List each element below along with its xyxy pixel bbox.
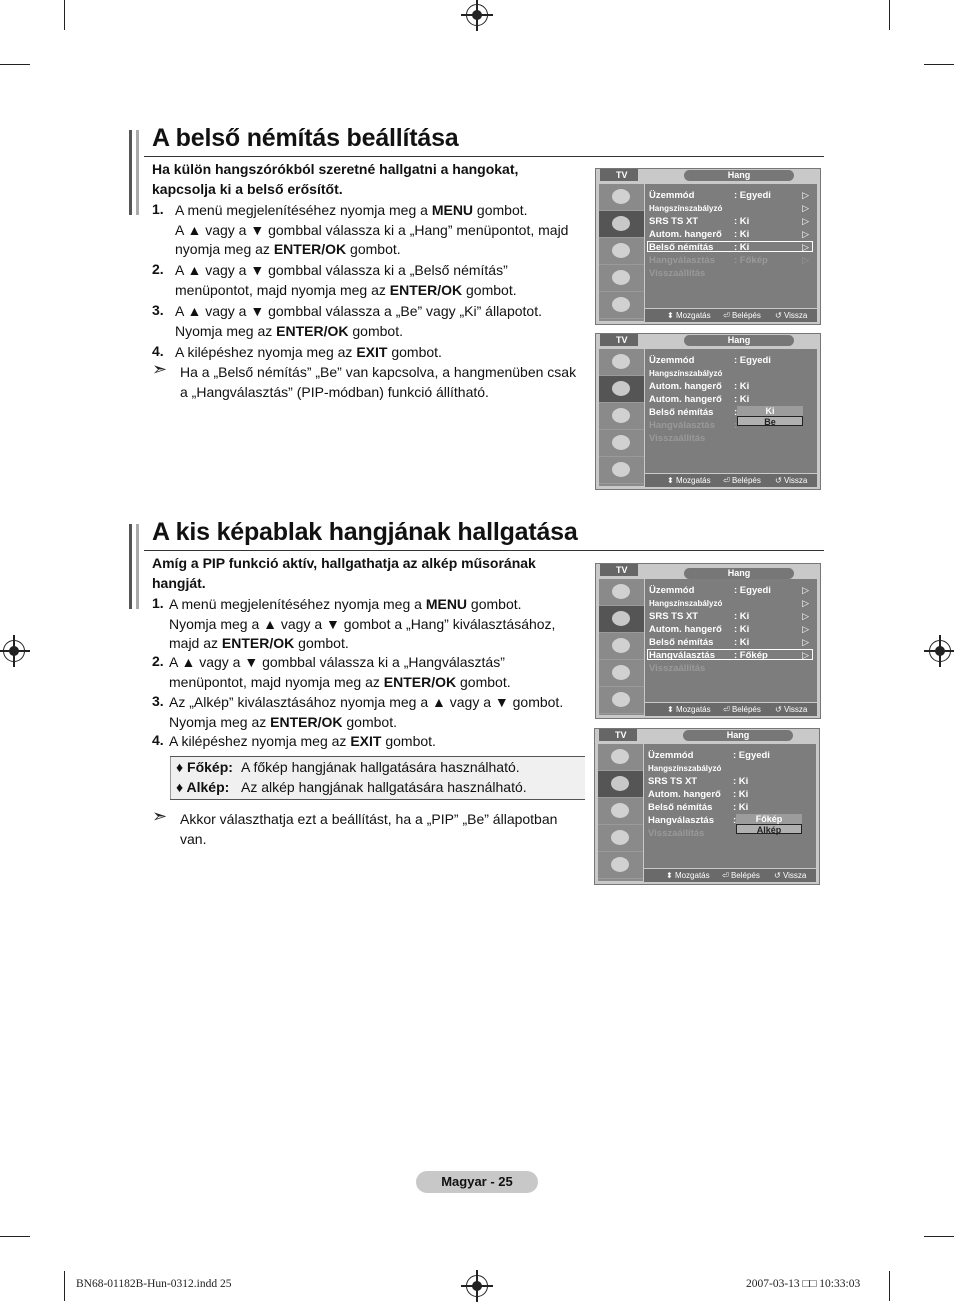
step-text: A menü megjelenítéséhez nyomja meg a MENU gombot. Nyomja meg a ▲ vagy a ▼ gombot a „Hang” kiválasztásához, majd az ENTER/OK gombot. xyxy=(169,596,556,651)
menu-panel xyxy=(645,184,817,308)
step-number: 4. xyxy=(152,343,164,359)
menu-item-label: Hangválasztás xyxy=(649,255,716,266)
registration-mark-icon xyxy=(929,640,951,662)
registration-mark-icon xyxy=(466,1275,488,1297)
menu-item-label: Üzemmód xyxy=(649,190,695,201)
tv-label: TV xyxy=(600,564,638,576)
menu-item-value: : Ki xyxy=(734,394,750,405)
note-text: Akkor választhatja ezt a beállítást, ha a „PIP” „Be” állapotban van. xyxy=(180,811,558,847)
menu-footer: ⬍ Mozgatás ⏎ Belépés ↺ Vissza xyxy=(644,869,816,882)
option-fokep[interactable]: Főkép xyxy=(736,814,802,824)
submenu-arrow-icon: ▷ xyxy=(802,203,809,213)
menu-item-value: : Ki xyxy=(734,381,750,392)
sound-icon xyxy=(598,771,643,798)
menu-footer: ⬍ Mozgatás ⏎ Belépés ↺ Vissza xyxy=(645,309,817,322)
step-text: A ▲ vagy a ▼ gombbal válassza ki a „Hangválasztás” menüpontot, majd nyomja meg az ENTER/OK gombot. xyxy=(169,654,511,690)
menu-item-label: Autom. hangerő xyxy=(648,789,721,800)
table-desc: Az alkép hangjának hallgatására használható. xyxy=(241,779,527,795)
menu-item-value: : xyxy=(733,815,737,826)
menu-item-value: : Ki xyxy=(734,229,750,240)
menu-item-label: SRS TS XT xyxy=(649,216,699,227)
section-bar xyxy=(129,130,132,215)
section-intro: Amíg a PIP funkció aktív, hallgathatja az alkép műsorának hangját. xyxy=(152,555,536,591)
option-be[interactable]: Be xyxy=(737,416,803,426)
menu-item-value: : Egyedi xyxy=(734,190,771,201)
setup-icon xyxy=(599,265,644,292)
menu-panel xyxy=(644,744,816,868)
menu-item-label: Belső némítás xyxy=(649,407,714,418)
note-arrow-icon: ➣ xyxy=(152,806,168,826)
print-date: 2007-03-13 □□ 10:33:03 xyxy=(746,1278,861,1290)
menu-item-label: Üzemmód xyxy=(648,750,694,761)
option-ki[interactable]: Ki xyxy=(737,406,803,416)
setup-icon xyxy=(599,660,644,687)
option-popup[interactable] xyxy=(736,814,802,834)
menu-item-value: : Ki xyxy=(733,802,749,813)
note-arrow-icon: ➣ xyxy=(152,359,168,379)
menu-icon-column xyxy=(599,579,644,715)
menu-title: Hang xyxy=(683,730,793,741)
step-number: 1. xyxy=(152,595,164,611)
submenu-arrow-icon: ▷ xyxy=(802,611,809,621)
tv-label: TV xyxy=(600,169,638,181)
tv-menu-screen xyxy=(594,728,820,885)
picture-icon xyxy=(599,184,644,211)
channel-icon xyxy=(599,403,644,430)
menu-title: Hang xyxy=(684,568,794,579)
menu-panel xyxy=(645,579,817,702)
menu-item-value: : Ki xyxy=(734,242,750,253)
setup-icon xyxy=(599,430,644,457)
step-text: A ▲ vagy a ▼ gombbal válassza ki a „Belső némítás” menüpontot, majd nyomja meg az ENTER/OK gombot. xyxy=(175,262,517,298)
submenu-arrow-icon: ▷ xyxy=(802,242,809,252)
menu-item-label: Visszaállítás xyxy=(649,663,706,674)
menu-item-value: : Ki xyxy=(734,624,750,635)
menu-icon-column xyxy=(599,184,644,321)
menu-item-label: Hangválasztás xyxy=(648,815,715,826)
table-label: ♦ Alkép: xyxy=(176,779,230,795)
section-title: A kis képablak hangjának hallgatása xyxy=(152,518,578,546)
menu-item-label: Belső némítás xyxy=(648,802,713,813)
menu-item-label: Belső némítás xyxy=(649,637,714,648)
step-number: 3. xyxy=(152,693,164,709)
sound-icon xyxy=(599,211,644,238)
menu-item-label: Visszaállítás xyxy=(649,268,706,279)
tv-label: TV xyxy=(600,334,638,346)
section-rule xyxy=(144,156,824,157)
menu-item-label: Üzemmód xyxy=(649,355,695,366)
option-table xyxy=(170,756,585,800)
tv-menu-screen xyxy=(595,333,821,490)
section-rule xyxy=(144,550,824,551)
picture-icon xyxy=(598,744,643,771)
crop-mark xyxy=(889,1271,890,1301)
step-text: A ▲ vagy a ▼ gombbal válassza a „Be” vagy „Ki” állapotot. Nyomja meg az ENTER/OK gombot. xyxy=(175,303,542,339)
step-number: 1. xyxy=(152,201,164,217)
input-icon xyxy=(599,292,644,319)
section-bar xyxy=(136,524,139,609)
table-label: ♦ Főkép: xyxy=(176,759,233,775)
menu-item-label: Hangválasztás xyxy=(649,420,716,431)
menu-item-label: Autom. hangerő xyxy=(649,229,722,240)
sound-icon xyxy=(599,606,644,633)
setup-icon xyxy=(598,825,643,852)
menu-item-label: Hangválasztás xyxy=(649,650,716,661)
menu-item-value: : Ki xyxy=(733,789,749,800)
tv-menu-screen xyxy=(595,168,821,325)
option-popup[interactable] xyxy=(737,406,803,426)
submenu-arrow-icon: ▷ xyxy=(802,229,809,239)
menu-item-label: Hangszínszabályzó xyxy=(649,204,723,213)
section-title: A belső némítás beállítása xyxy=(152,124,459,152)
menu-icon-column xyxy=(598,744,643,881)
submenu-arrow-icon: ▷ xyxy=(802,637,809,647)
input-icon xyxy=(599,457,644,484)
menu-panel xyxy=(645,349,817,473)
menu-item-label: Belső némítás xyxy=(649,242,714,253)
menu-footer: ⬍ Mozgatás ⏎ Belépés ↺ Vissza xyxy=(645,474,817,487)
step-text: Az „Alkép” kiválasztásához nyomja meg a ▲ vagy a ▼ gombot. Nyomja meg az ENTER/OK gombot. xyxy=(169,694,564,730)
menu-title: Hang xyxy=(684,335,794,346)
section-bar xyxy=(136,130,139,215)
tv-menu-screen xyxy=(595,563,821,719)
menu-item-value: : Egyedi xyxy=(734,585,771,596)
menu-footer: ⬍ Mozgatás ⏎ Belépés ↺ Vissza xyxy=(645,703,817,716)
step-number: 2. xyxy=(152,653,164,669)
submenu-arrow-icon: ▷ xyxy=(802,650,809,660)
channel-icon xyxy=(598,798,643,825)
step-number: 4. xyxy=(152,732,164,748)
menu-item-value: : xyxy=(734,420,738,431)
menu-item-label: Autom. hangerő xyxy=(649,381,722,392)
submenu-arrow-icon: ▷ xyxy=(802,624,809,634)
crop-mark xyxy=(924,1236,954,1237)
option-alkep[interactable]: Alkép xyxy=(736,824,802,834)
submenu-arrow-icon: ▷ xyxy=(802,255,809,265)
menu-item-value: : xyxy=(734,407,738,418)
page-number-badge: Magyar - 25 xyxy=(416,1171,538,1193)
menu-item-label: Hangszínszabályzó xyxy=(649,369,723,378)
section-bar xyxy=(129,524,132,609)
menu-item-label: Hangszínszabályzó xyxy=(649,599,723,608)
menu-item-label: SRS TS XT xyxy=(648,776,698,787)
menu-item-value: : Főkép xyxy=(734,255,768,266)
submenu-arrow-icon: ▷ xyxy=(802,598,809,608)
menu-item-value: : Főkép xyxy=(734,650,768,661)
input-icon xyxy=(598,852,643,879)
channel-icon xyxy=(599,238,644,265)
sound-icon xyxy=(599,376,644,403)
channel-icon xyxy=(599,633,644,660)
menu-item-label: Autom. hangerő xyxy=(649,394,722,405)
menu-item-label: Autom. hangerő xyxy=(649,624,722,635)
input-icon xyxy=(599,687,644,714)
registration-mark-icon xyxy=(3,640,25,662)
menu-item-value: : Egyedi xyxy=(734,355,771,366)
step-text: A menü megjelenítéséhez nyomja meg a MENU gombot. A ▲ vagy a ▼ gombbal válassza ki a „Hang” menüpontot, majd nyomja meg az ENTER/OK gombot. xyxy=(175,202,569,257)
note-text: Ha a „Belső némítás” „Be” van kapcsolva, a hangmenüben csak a „Hangválasztás” (PIP-módban) funkció állítható. xyxy=(180,364,577,400)
table-row xyxy=(176,759,520,775)
table-divider xyxy=(170,757,171,799)
menu-item-value: : Ki xyxy=(734,637,750,648)
menu-item-label: Visszaállítás xyxy=(649,433,706,444)
menu-item-value: : Egyedi xyxy=(733,750,770,761)
crop-mark xyxy=(64,1271,65,1301)
step-number: 2. xyxy=(152,261,164,277)
table-row xyxy=(176,779,527,795)
menu-item-label: Visszaállítás xyxy=(648,828,705,839)
picture-icon xyxy=(599,579,644,606)
crop-mark xyxy=(0,1236,30,1237)
crop-mark xyxy=(0,64,30,65)
menu-item-label: Üzemmód xyxy=(649,585,695,596)
crop-mark xyxy=(889,0,890,30)
menu-item-value: : Ki xyxy=(734,611,750,622)
menu-item-label: Hangszínszabályzó xyxy=(648,764,722,773)
registration-mark-icon xyxy=(466,4,488,26)
file-name: BN68-01182B-Hun-0312.indd 25 xyxy=(76,1278,232,1290)
crop-mark xyxy=(64,0,65,30)
step-text: A kilépéshez nyomja meg az EXIT gombot. xyxy=(175,344,442,360)
menu-item-value: : Ki xyxy=(734,216,750,227)
submenu-arrow-icon: ▷ xyxy=(802,190,809,200)
menu-icon-column xyxy=(599,349,644,486)
menu-title: Hang xyxy=(684,170,794,181)
section-intro: Ha külön hangszórókból szeretné hallgatni a hangokat, kapcsolja ki a belső erősítőt. xyxy=(152,161,519,197)
step-number: 3. xyxy=(152,302,164,318)
menu-item-value: : Ki xyxy=(733,776,749,787)
submenu-arrow-icon: ▷ xyxy=(802,216,809,226)
step-text: A kilépéshez nyomja meg az EXIT gombot. xyxy=(169,733,436,749)
picture-icon xyxy=(599,349,644,376)
tv-label: TV xyxy=(599,729,637,741)
menu-item-label: SRS TS XT xyxy=(649,611,699,622)
crop-mark xyxy=(924,64,954,65)
submenu-arrow-icon: ▷ xyxy=(802,585,809,595)
table-desc: A főkép hangjának hallgatására használható. xyxy=(241,759,520,775)
